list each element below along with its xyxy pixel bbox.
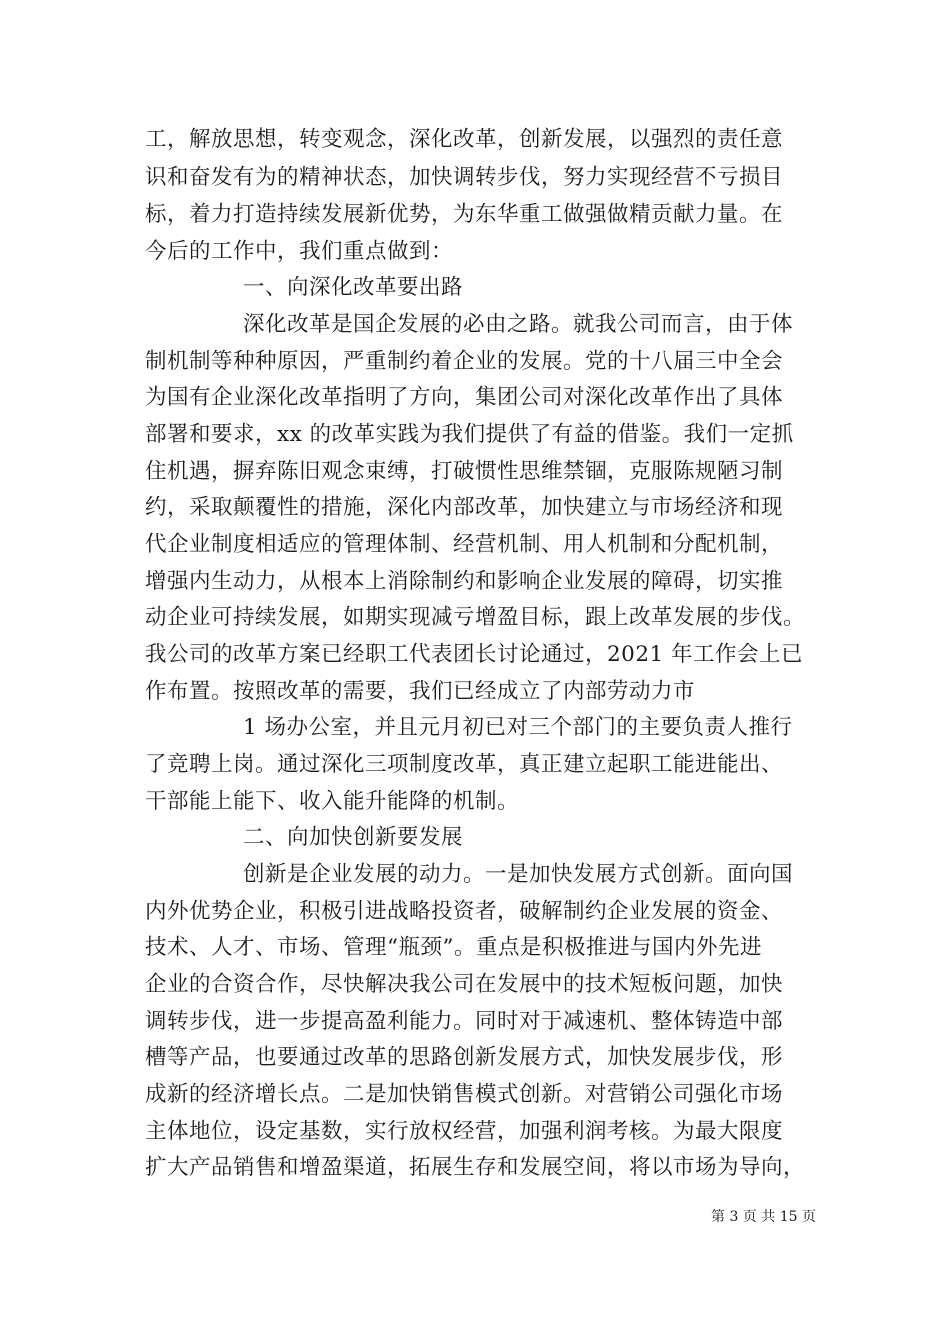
- paragraph-line: 企业的合资合作，尽快解决我公司在发展中的技术短板问题，加快: [145, 972, 784, 997]
- paragraph-line: 代企业制度相适应的管理体制、经营机制、用人机制和分配机制，: [145, 532, 784, 557]
- paragraph-line: 了竞聘上岗。通过深化三项制度改革，真正建立起职工能进能出、: [145, 752, 784, 777]
- paragraph-line: 我公司的改革方案已经职工代表团长讨论通过，2021 年工作会上已: [145, 642, 804, 667]
- paragraph-line: 约，采取颠覆性的措施，深化内部改革，加快建立与市场经济和现: [145, 495, 784, 520]
- section-heading: 一、向深化改革要出路: [243, 275, 464, 300]
- paragraph-line: 干部能上能下、收入能升能降的机制。: [145, 789, 520, 814]
- paragraph-line: 住机遇，摒弃陈旧观念束缚，打破惯性思维禁锢，克服陈规陋习制: [145, 459, 784, 484]
- paragraph-line: 槽等产品，也要通过改革的思路创新发展方式，加快发展步伐，形: [145, 1045, 784, 1070]
- paragraph-line: 制机制等种种原因，严重制约着企业的发展。党的十八届三中全会: [145, 349, 784, 374]
- paragraph-line: 为国有企业深化改革指明了方向，集团公司对深化改革作出了具体: [145, 385, 784, 410]
- paragraph-line: 识和奋发有为的精神状态，加快调转步伐，努力实现经营不亏损目: [145, 165, 784, 190]
- paragraph-line: 深化改革是国企发展的必由之路。就我公司而言，由于体: [243, 312, 794, 337]
- section-heading: 二、向加快创新要发展: [243, 825, 464, 850]
- paragraph-line: 创新是企业发展的动力。一是加快发展方式创新。面向国: [243, 862, 794, 887]
- paragraph-line: 增强内生动力，从根本上消除制约和影响企业发展的障碍，切实推: [145, 569, 784, 594]
- paragraph-line: 工，解放思想，转变观念，深化改革，创新发展，以强烈的责任意: [145, 127, 784, 152]
- paragraph-line: 扩大产品销售和增盈渠道，拓展生存和发展空间，将以市场为导向，: [145, 1155, 806, 1180]
- paragraph-line: 动企业可持续发展，如期实现减亏增盈目标，跟上改革发展的步伐。: [145, 605, 806, 630]
- paragraph-line: 调转步伐，进一步提高盈利能力。同时对于减速机、整体铸造中部: [145, 1009, 784, 1034]
- paragraph-line: 成新的经济增长点。二是加快销售模式创新。对营销公司强化市场: [145, 1082, 784, 1107]
- paragraph-line: 标，着力打造持续发展新优势，为东华重工做强做精贡献力量。在: [145, 202, 784, 227]
- paragraph-line: 主体地位，设定基数，实行放权经营，加强利润考核。为最大限度: [145, 1119, 784, 1144]
- paragraph-line: 作布置。按照改革的需要，我们已经成立了内部劳动力市: [145, 679, 696, 704]
- paragraph-line: 技术、人才、市场、管理“瓶颈”。重点是积极推进与国内外先进: [145, 935, 762, 960]
- page-number: 第 3 页 共 15 页: [711, 1209, 816, 1225]
- paragraph-line: 内外优势企业，积极引进战略投资者，破解制约企业发展的资金、: [145, 899, 784, 924]
- paragraph-line: 今后的工作中，我们重点做到：: [145, 239, 454, 264]
- paragraph-line: 1 场办公室，并且元月初已对三个部门的主要负责人推行: [243, 715, 793, 740]
- paragraph-line: 部署和要求，xx 的改革实践为我们提供了有益的借鉴。我们一定抓: [145, 422, 794, 447]
